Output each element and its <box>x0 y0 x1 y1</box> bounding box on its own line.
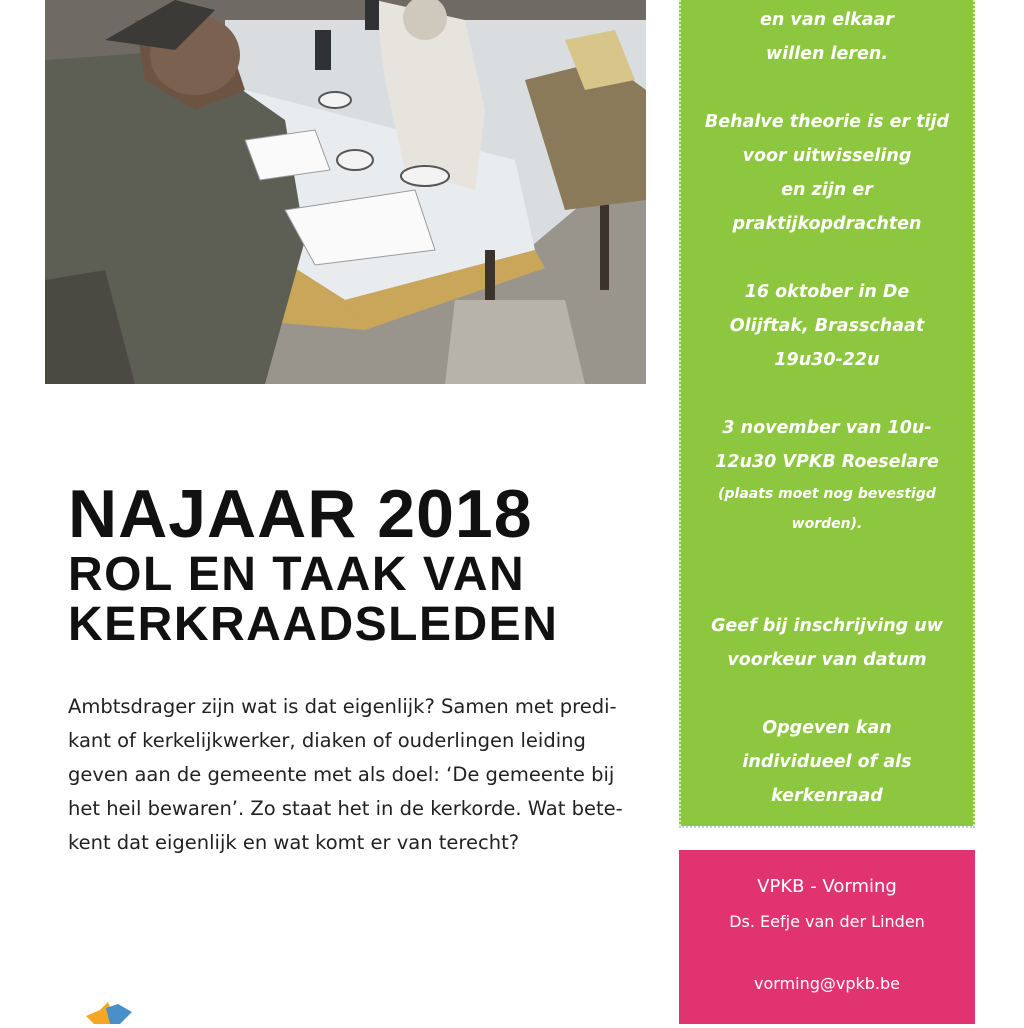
sidebar-line: en van elkaar <box>760 10 894 30</box>
sidebar-line: praktijkopdrachten <box>732 214 922 234</box>
intro-line: geven aan de gemeente met als doel: ‘De gemeente bij <box>68 763 615 786</box>
contact-email[interactable]: vorming@vpkb.be <box>753 974 900 993</box>
contact-person: Ds. Eefje van der Linden <box>729 912 925 931</box>
page-title: NAJAAR 2018 <box>68 476 533 552</box>
divider <box>679 826 975 828</box>
info-sidebar <box>679 0 975 826</box>
sidebar-line: Geef bij inschrijving uw <box>711 616 943 636</box>
sidebar-note-line: worden). <box>791 516 863 532</box>
sidebar-line: Opgeven kan <box>762 718 892 738</box>
sidebar-date-2-line: 12u30 VPKB Roeselare <box>715 452 939 472</box>
star-logo-icon <box>86 1002 156 1024</box>
workshop-photo <box>45 0 646 384</box>
sidebar-line: Behalve theorie is er tijd <box>704 112 950 132</box>
intro-line: kant of kerkelijkwerker, diaken of ouderlingen leiding <box>68 729 586 752</box>
contact-panel <box>679 850 975 1024</box>
intro-line: Ambtsdrager zijn wat is dat eigenlijk? Samen met predi- <box>68 695 617 718</box>
sidebar-date-1-line: 19u30-22u <box>774 350 880 370</box>
sidebar-line: voor uitwisseling <box>742 146 912 166</box>
sidebar-line: kerkenraad <box>771 786 883 806</box>
title-block <box>68 478 648 650</box>
intro-paragraph <box>68 690 628 860</box>
sidebar-date-1-line: 16 oktober in De <box>744 282 910 302</box>
sidebar-line: voorkeur van datum <box>727 650 927 670</box>
contact-org: VPKB - Vorming <box>757 876 897 897</box>
page-subtitle-line-2: KERKRAADSLEDEN <box>68 598 559 651</box>
sidebar-date-1-line: Olijftak, Brasschaat <box>729 316 925 336</box>
sidebar-line: individueel of als <box>742 752 912 772</box>
sidebar-note-line: (plaats moet nog bevestigd <box>718 486 936 502</box>
sidebar-date-2-line: 3 november van 10u- <box>722 418 932 438</box>
sidebar-line: willen leren. <box>765 44 889 64</box>
intro-line: het heil bewaren’. Zo staat het in de kerkorde. Wat bete- <box>68 797 623 820</box>
sidebar-line: en zijn er <box>781 180 873 200</box>
intro-line: kent dat eigenlijk en wat komt er van terecht? <box>68 831 520 854</box>
page-subtitle-line-1: ROL EN TAAK VAN <box>68 548 526 601</box>
